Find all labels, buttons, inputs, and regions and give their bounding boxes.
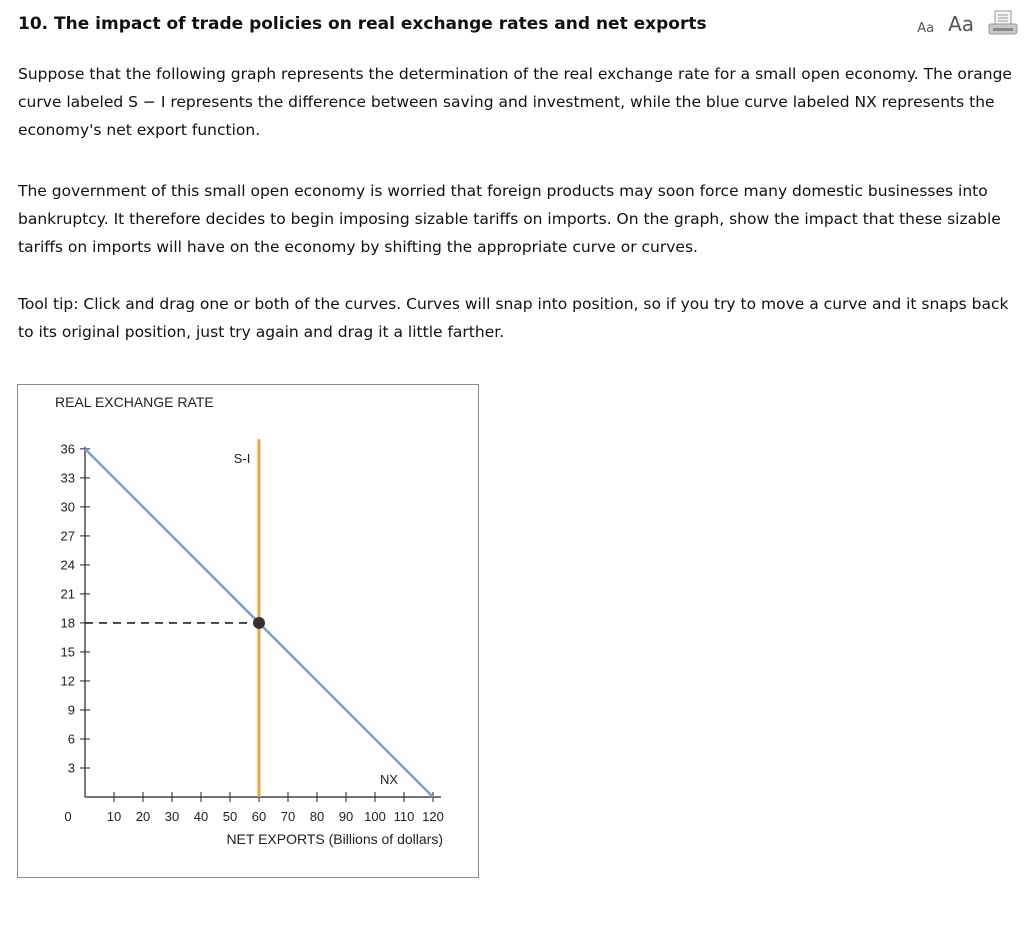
x-tick-label: 30: [164, 809, 180, 824]
x-tick-label: 110: [393, 809, 415, 824]
y-tick-label: 33: [60, 470, 75, 486]
x-tick-label: 80: [309, 809, 325, 824]
y-axis-label: REAL EXCHANGE RATE: [55, 394, 214, 410]
print-icon[interactable]: [988, 10, 1018, 36]
y-tick-label: 36: [60, 441, 75, 457]
font-size-large-button[interactable]: Aa: [948, 12, 974, 36]
y-tick-label: 12: [60, 673, 75, 689]
y-tick-label: 3: [67, 760, 75, 776]
intro-paragraph: Suppose that the following graph represents the determination of the real exchange rate for a small open economy. The orange curve labeled S − I represents the difference between saving and investment, while the blue curve labeled NX represents the economy's net export function.: [18, 65, 1012, 139]
exchange-rate-chart: [18, 385, 478, 877]
page-title: 10. The impact of trade policies on real exchange rates and net exports: [18, 14, 707, 34]
x-axis-label: NET EXPORTS (Billions of dollars): [226, 831, 443, 847]
scenario-paragraph: The government of this small open economy is worried that foreign products may soon force many domestic businesses into bankruptcy. It therefore decides to begin imposing sizable tariffs on imports. On the graph, show the impact that these sizable tariffs on imports will have on the economy by shifting the appropriate curve or curves.: [18, 182, 1001, 256]
y-tick-label: 9: [67, 702, 75, 718]
y-tick-label: 6: [67, 731, 75, 747]
ticks: [61, 441, 444, 824]
x-tick-label: 60: [251, 809, 267, 824]
graph-panel: [17, 384, 479, 878]
x-tick-label: 120: [422, 809, 444, 824]
equilibrium-point: [253, 617, 265, 629]
plot-area: [85, 439, 433, 797]
nx-curve-label: NX: [379, 772, 399, 787]
y-tick-label: 27: [60, 528, 75, 544]
x-tick-label: 50: [222, 809, 238, 824]
y-tick-label: 21: [60, 586, 75, 602]
x-tick-label: 70: [280, 809, 296, 824]
x-tick-label: 90: [338, 809, 354, 824]
y-tick-label: 24: [60, 557, 75, 573]
toolbar: [917, 10, 1018, 36]
origin-label: 0: [64, 809, 72, 824]
tool-tip-paragraph: Tool tip: Click and drag one or both of the curves. Curves will snap into position, so if you try to move a curve and it snaps back to its original position, just try again and drag it a little farther.: [18, 295, 1009, 341]
y-tick-label: 18: [60, 615, 75, 631]
font-size-small-button[interactable]: Aa: [917, 21, 935, 36]
x-tick-label: 40: [193, 809, 209, 824]
x-tick-label: 20: [135, 809, 151, 824]
y-tick-label: 30: [60, 499, 75, 515]
x-tick-label: 100: [364, 809, 386, 824]
y-tick-label: 15: [60, 644, 75, 660]
si-curve-label: S-I: [233, 451, 251, 467]
x-tick-label: 10: [106, 809, 122, 824]
